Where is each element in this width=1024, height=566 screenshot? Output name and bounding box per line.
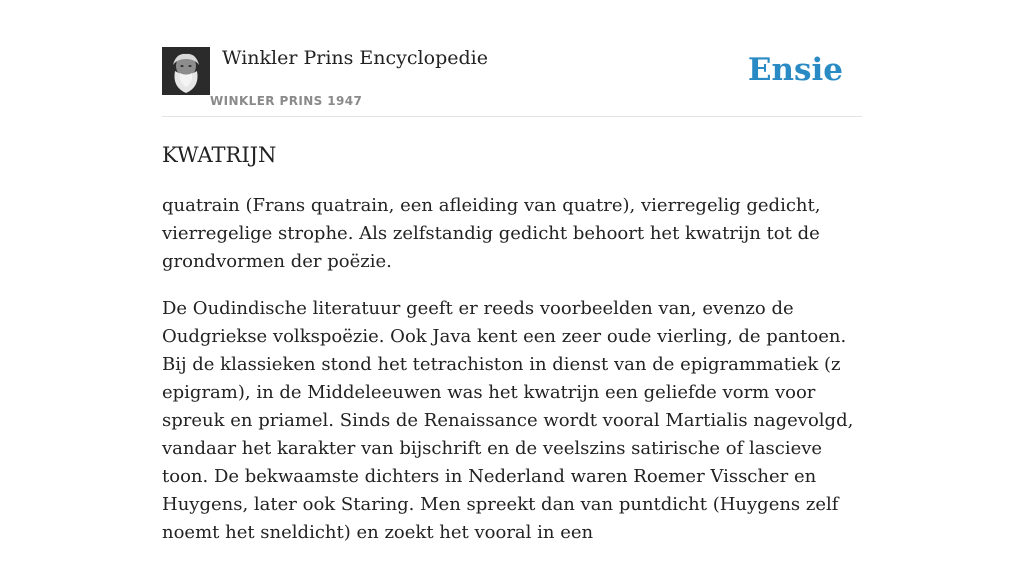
source-title[interactable]: Winkler Prins Encyclopedie [222, 47, 488, 69]
article-paragraph: quatrain (Frans quatrain, een afleiding van quatre), vierregelig gedicht, vierregelige strophe. Als zelfstandig gedicht behoort het kwatrijn tot de grondvormen der poëzie. [162, 195, 821, 272]
source-subtitle[interactable]: WINKLER PRINS 1947 [210, 94, 363, 108]
portrait-avatar-icon[interactable] [162, 47, 210, 95]
article-paragraph: De Oudindische literatuur geeft er reeds voorbeelden van, evenzo de Oudgriekse volkspoëzie. Ook Java kent een zeer oude vierling, de pantoen. Bij de klassieken stond het tetrachiston in dienst van de epigrammatiek (z epigram), in de Middeleeuwen was het kwatrijn een geliefde vorm voor spreuk en priamel. Sinds de Renaissance wordt vooral Martialis nagevolgd, vandaar het karakter van bijschrift en de veelszins satirische of lascieve toon. De bekwaamste dichters in Nederland waren Roemer Visscher en Huygens, later ook Staring. Men spreekt dan van puntdicht (Huygens zelf noemt het sneldicht) en zoekt het vooral in een [162, 298, 854, 543]
article-title: KWATRIJN [162, 143, 277, 167]
ensie-logo[interactable]: Ensie [747, 52, 843, 88]
article-body [162, 192, 862, 566]
source-header [162, 40, 862, 117]
